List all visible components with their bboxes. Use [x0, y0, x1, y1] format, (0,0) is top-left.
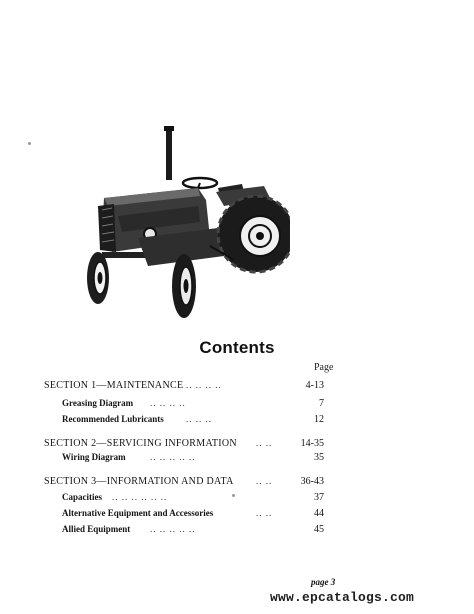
page-column-label: Page: [314, 362, 334, 373]
toc-leader-dots: .. ..: [256, 508, 273, 518]
toc-page-number: 45: [314, 524, 324, 535]
toc-leader-dots: .. .. .. .. ..: [150, 452, 196, 462]
toc-entry-title: SECTION 1—MAINTENANCE: [44, 380, 184, 391]
toc-leader-dots: .. .. .. .. ..: [150, 524, 196, 534]
toc-entry-title: Capacities: [62, 492, 102, 502]
toc-leader-dots: .. .. .. ..: [186, 380, 222, 390]
toc-leader-dots: .. .. .. ..: [150, 398, 186, 408]
toc-entry: [0, 492, 324, 506]
toc-page-number: 37: [314, 492, 324, 503]
toc-page-number: 44: [314, 508, 324, 519]
toc-entry-title: SECTION 3—INFORMATION AND DATA: [44, 476, 234, 487]
page-title: Contents: [199, 338, 275, 357]
toc-entry: [0, 508, 324, 522]
page-number-footer: page 3: [311, 577, 336, 587]
toc-leader-dots: .. .. .. .. .. ..: [112, 492, 168, 502]
toc-entry: [0, 380, 324, 394]
scan-speck: [232, 494, 235, 497]
tractor-illustration: [78, 126, 290, 322]
toc-entry: [0, 398, 324, 412]
toc-entry-title: SECTION 2—SERVICING INFORMATION: [44, 438, 237, 449]
toc-leader-dots: .. ..: [256, 476, 273, 486]
toc-page-number: 12: [314, 414, 324, 425]
toc-entry-title: Alternative Equipment and Accessories: [62, 508, 214, 518]
toc-page-number: 7: [319, 398, 324, 409]
scan-speck: [28, 142, 31, 145]
toc-entry: [0, 524, 324, 538]
toc-leader-dots: .. ..: [256, 438, 273, 448]
toc-entry: [0, 414, 324, 428]
toc-page-number: 14-35: [300, 438, 324, 449]
toc-page-number: 4-13: [305, 380, 324, 391]
toc-entry-title: Recommended Lubricants: [62, 414, 164, 424]
toc-entry-title: Greasing Diagram: [62, 398, 134, 408]
toc-entry: [0, 438, 324, 452]
watermark-url: www.epcatalogs.com: [270, 590, 415, 605]
toc-entry-title: Allied Equipment: [62, 524, 131, 534]
toc-entry: [0, 476, 324, 490]
toc-leader-dots: .. .. ..: [186, 414, 212, 424]
toc-entry-title: Wiring Diagram: [62, 452, 126, 462]
toc-page-number: 36-43: [300, 476, 324, 487]
toc-entry: [0, 452, 324, 466]
toc-page-number: 35: [314, 452, 324, 463]
